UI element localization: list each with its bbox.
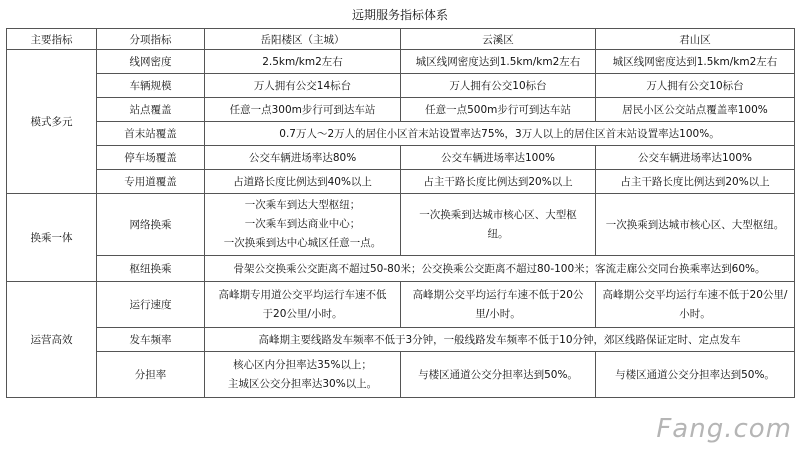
cell: 万人拥有公交14标台 (205, 74, 401, 98)
cell: 占主干路长度比例达到20%以上 (596, 170, 795, 194)
cell: 与楼区通道公交分担率达到50%。 (596, 352, 795, 398)
table-row (7, 98, 795, 122)
cell: 任意一点500m步行可到达车站 (401, 98, 596, 122)
sub-indicator: 运行速度 (97, 282, 205, 328)
sub-indicator: 首末站覆盖 (97, 122, 205, 146)
cell: 占主干路长度比例达到20%以上 (401, 170, 596, 194)
cell: 城区线网密度达到1.5km/km2左右 (401, 50, 596, 74)
table-row (7, 282, 795, 328)
cell: 一次换乘到达城市核心区、大型枢纽。 (596, 194, 795, 256)
group-label: 换乘一体 (7, 194, 97, 282)
cell: 一次乘车到达大型枢纽； 一次乘车到达商业中心； 一次换乘到达中心城区任意一点。 (205, 194, 401, 256)
watermark-logo: Fang.com (656, 414, 792, 444)
cell: 占道路长度比例达到40%以上 (205, 170, 401, 194)
table-title: 远期服务指标体系 (351, 8, 448, 22)
cell-span: 0.7万人～2万人的居住小区首末站设置率达75%，3万人以上的居住区首末站设置率达100%。 (205, 122, 795, 146)
header-sub-indicator: 分项指标 (97, 29, 205, 50)
header-junshan: 君山区 (596, 29, 795, 50)
cell: 万人拥有公交10标台 (401, 74, 596, 98)
table-header-row (7, 29, 795, 50)
cell: 高峰期公交平均运行车速不低于20公里/ 小时。 (596, 282, 795, 328)
cell: 核心区内分担率达35%以上； 主城区公交分担率达30%以上。 (205, 352, 401, 398)
group-label: 模式多元 (7, 50, 97, 194)
cell-span: 高峰期主要线路发车频率不低于3分钟，一般线路发车频率不低于10分钟，郊区线路保证定时、定点发车 (205, 328, 795, 352)
table-row (7, 50, 795, 74)
cell: 公交车辆进场率达100% (401, 146, 596, 170)
table-row (7, 74, 795, 98)
header-yunxi: 云溪区 (401, 29, 596, 50)
table-row (7, 122, 795, 146)
header-main-indicator: 主要指标 (7, 29, 97, 50)
sub-indicator: 站点覆盖 (97, 98, 205, 122)
table-row (7, 352, 795, 398)
group-label: 运营高效 (7, 282, 97, 398)
table-row (7, 256, 795, 282)
cell-span: 骨架公交换乘公交距离不超过50-80米；公交换乘公交距离不超过80-100米；客流走廊公交同台换乘率达到60%。 (205, 256, 795, 282)
table-row (7, 170, 795, 194)
cell: 任意一点300m步行可到达车站 (205, 98, 401, 122)
cell: 公交车辆进场率达80% (205, 146, 401, 170)
cell: 与楼区通道公交分担率达到50%。 (401, 352, 596, 398)
sub-indicator: 发车频率 (97, 328, 205, 352)
table-row (7, 194, 795, 256)
cell: 居民小区公交站点覆盖率100% (596, 98, 795, 122)
table-row (7, 146, 795, 170)
sub-indicator: 枢纽换乘 (97, 256, 205, 282)
cell: 2.5km/km2左右 (205, 50, 401, 74)
sub-indicator: 线网密度 (97, 50, 205, 74)
table-row (7, 328, 795, 352)
cell: 高峰期公交平均运行车速不低于20公 里/小时。 (401, 282, 596, 328)
service-indicator-table (6, 28, 795, 398)
cell: 高峰期专用道公交平均运行车速不低 于20公里/小时。 (205, 282, 401, 328)
sub-indicator: 专用道覆盖 (97, 170, 205, 194)
sub-indicator: 网络换乘 (97, 194, 205, 256)
cell: 万人拥有公交10标台 (596, 74, 795, 98)
cell: 公交车辆进场率达100% (596, 146, 795, 170)
sub-indicator: 车辆规模 (97, 74, 205, 98)
cell: 城区线网密度达到1.5km/km2左右 (596, 50, 795, 74)
cell: 一次换乘到达城市核心区、大型枢 纽。 (401, 194, 596, 256)
sub-indicator: 停车场覆盖 (97, 146, 205, 170)
header-yueyanglou: 岳阳楼区（主城） (205, 29, 401, 50)
sub-indicator: 分担率 (97, 352, 205, 398)
